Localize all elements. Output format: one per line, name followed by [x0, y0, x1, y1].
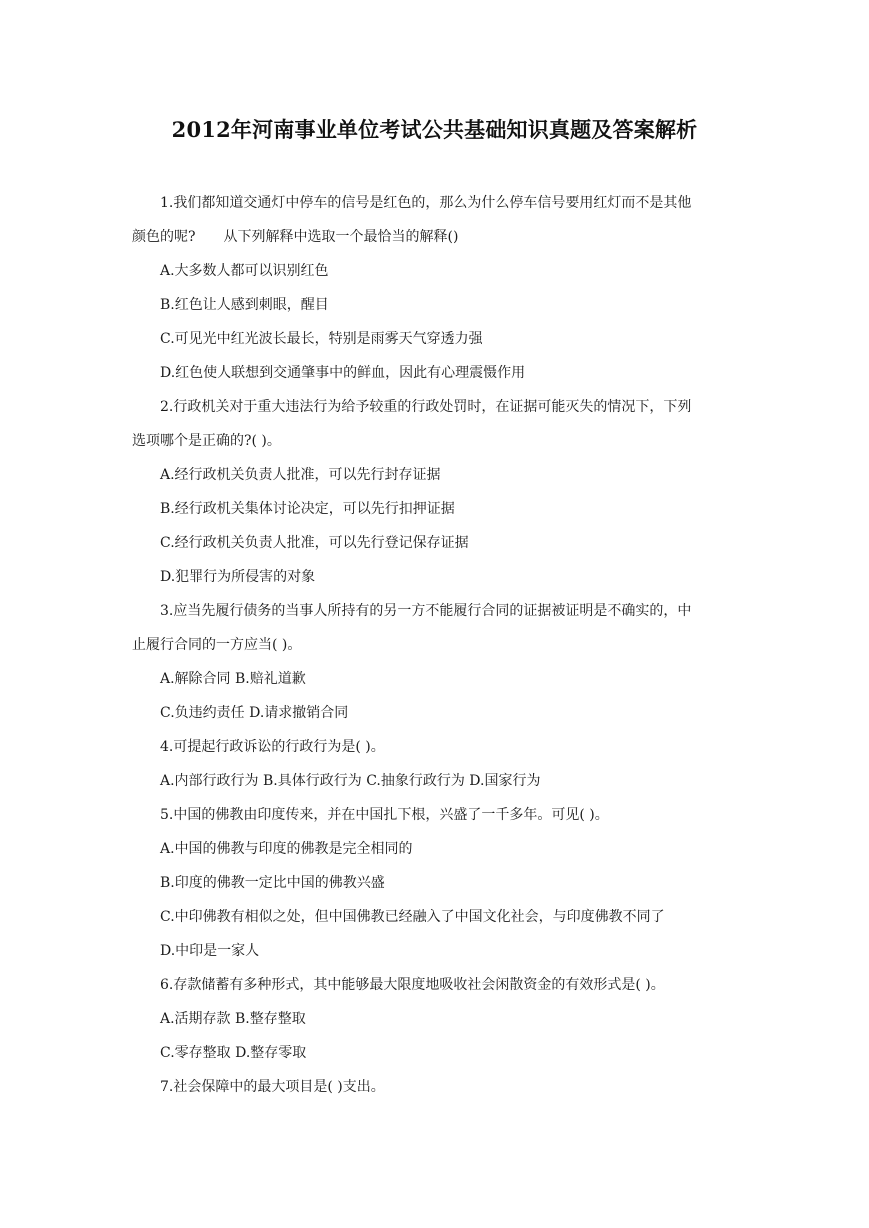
page-title: 2012年河南事业单位考试公共基础知识真题及答案解析	[171, 117, 698, 142]
answer-option-line: C.可见光中红光波长最长，特别是雨雾天气穿透力强	[160, 331, 483, 347]
question-line: 1.我们都知道交通灯中停车的信号是红色的，那么为什么停车信号要用红灯而不是其他	[160, 195, 692, 211]
answer-option-line: D.红色使人联想到交通肇事中的鲜血，因此有心理震慑作用	[160, 365, 526, 381]
answer-option-line: A.活期存款 B.整存整取	[160, 1011, 306, 1027]
document-body	[132, 186, 732, 1104]
answer-option-line: A.经行政机关负责人批准，可以先行封存证据	[160, 467, 441, 483]
question-line: 3.应当先履行债务的当事人所持有的另一方不能履行合同的证据被证明是不确实的，中	[160, 603, 692, 619]
answer-option-line: A.解除合同 B.赔礼道歉	[160, 671, 306, 687]
answer-option-line: C.经行政机关负责人批准，可以先行登记保存证据	[160, 535, 469, 551]
question-line: 7.社会保障中的最大项目是( )支出。	[160, 1079, 385, 1095]
answer-option-line: D.犯罪行为所侵害的对象	[160, 569, 316, 585]
answer-option-line: A.大多数人都可以识别红色	[160, 263, 329, 279]
question-continuation-line: 颜色的呢? 从下列解释中选取一个最恰当的解释()	[132, 229, 459, 245]
answer-option-line: A.中国的佛教与印度的佛教是完全相同的	[160, 841, 413, 857]
question-continuation-line: 止履行合同的一方应当( )。	[132, 637, 302, 653]
question-line: 2.行政机关对于重大违法行为给予较重的行政处罚时，在证据可能灭失的情况下，下列	[160, 399, 692, 415]
answer-option-line: B.经行政机关集体讨论决定，可以先行扣押证据	[160, 501, 455, 517]
question-line: 4.可提起行政诉讼的行政行为是( )。	[160, 739, 385, 755]
answer-option-line: B.红色让人感到刺眼，醒目	[160, 297, 329, 313]
answer-option-line: C.零存整取 D.整存零取	[160, 1045, 307, 1061]
answer-option-line: C.负违约责任 D.请求撤销合同	[160, 705, 349, 721]
question-continuation-line: 选项哪个是正确的?( )。	[132, 433, 281, 449]
answer-option-line: D.中印是一家人	[160, 943, 260, 959]
answer-option-line: B.印度的佛教一定比中国的佛教兴盛	[160, 875, 385, 891]
question-line: 5.中国的佛教由印度传来，并在中国扎下根，兴盛了一千多年。可见( )。	[160, 807, 609, 823]
question-line: 6.存款储蓄有多种形式，其中能够最大限度地吸收社会闲散资金的有效形式是( )。	[160, 977, 665, 993]
answer-option-line: C.中印佛教有相似之处，但中国佛教已经融入了中国文化社会，与印度佛教不同了	[160, 909, 665, 925]
answer-option-line: A.内部行政行为 B.具体行政行为 C.抽象行政行为 D.国家行为	[160, 773, 541, 789]
